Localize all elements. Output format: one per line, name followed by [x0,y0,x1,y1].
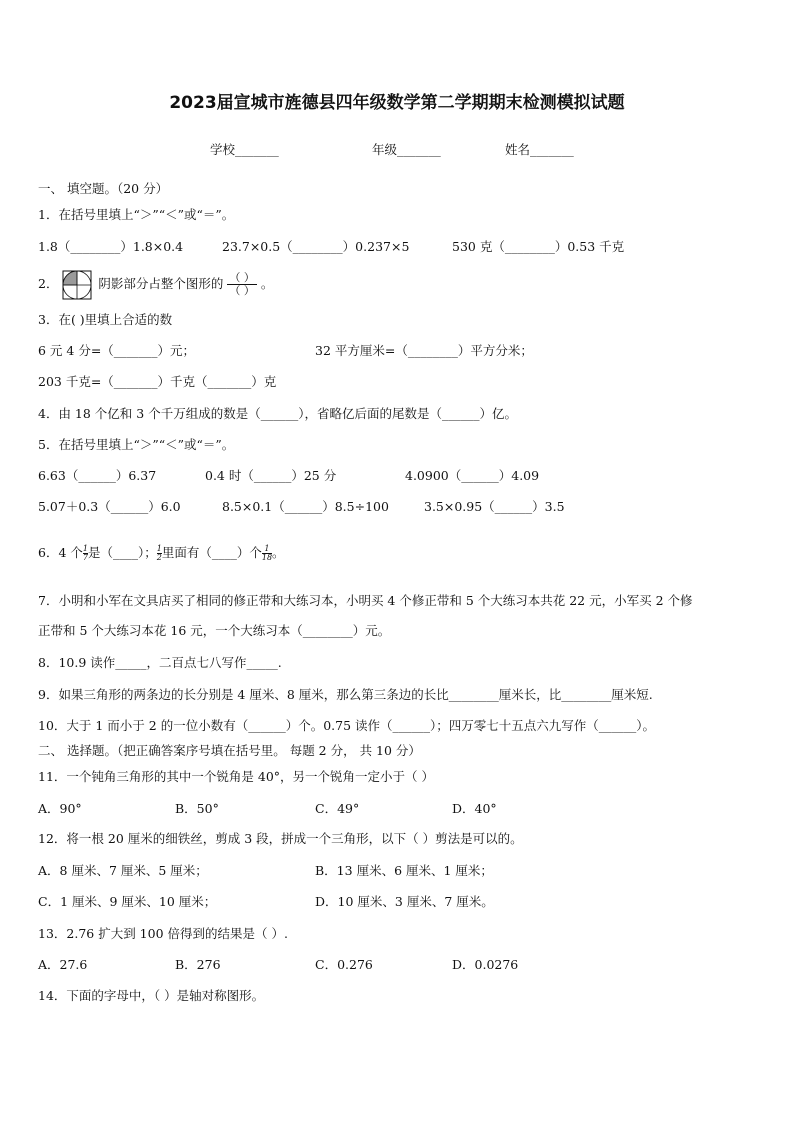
q12-stem: 12．将一根 20 厘米的细铁丝，剪成 3 段，拼成一个三角形，以下（ ）剪法是可以的。 [38,831,523,846]
section2-heading: 二、 选择题。（把正确答案序号填在括号里。 每题 2 分， 共 10 分） [38,743,421,758]
q11-option-d: D．40° [452,801,497,816]
q13-option-d: D．0.0276 [452,957,519,972]
school-field: 学校_______ [210,142,279,157]
q7-line2: 正带和 5 个大练习本花 16 元，一个大练习本（________）元。 [38,623,391,638]
q6 [38,540,285,566]
q11-option-b: B．50° [175,801,219,816]
q5-r1-b: 0.4 时（______）25 分 [205,468,337,483]
q1-b: 23.7×0.5（________）0.237×5 [222,239,410,254]
q6-part3: 里面有（____）个 [161,545,262,560]
q13-option-a: A．27.6 [38,957,88,972]
shaded-quarter-circle-figure [62,270,92,300]
q2 [38,268,273,300]
q6-fraction-2-denominator: 2 [156,553,162,562]
q13-option-b: B．276 [175,957,221,972]
q12-option-c: C．1 厘米、9 厘米、10 厘米； [38,894,217,909]
q5-r1-a: 6.63（______）6.37 [38,468,157,483]
q5-r2-a: 5.07＋0.3（______）6.0 [38,499,181,514]
q2-fraction [227,272,257,297]
q4: 4．由 18 个亿和 3 个千万组成的数是（______），省略亿后面的尾数是（______）亿。 [38,406,517,421]
q10: 10．大于 1 而小于 2 的一位小数有（______）个。0.75 读作（______）；四万零七十五点六九写作（______）。 [38,718,656,733]
name-field: 姓名_______ [505,142,574,157]
q2-suffix: 。 [260,276,274,291]
q6-fraction-1-numerator: 1 [82,544,88,553]
q1-c: 530 克（________）0.53 千克 [452,239,625,254]
q5-stem: 5．在括号里填上“＞”“＜”或“＝”。 [38,437,235,452]
q7-line1: 7．小明和小军在文具店买了相同的修正带和大练习本，小明买 4 个修正带和 5 个大练习本共花 22 元，小军买 2 个修 [38,593,693,608]
q2-fraction-denominator: （ ） [229,284,255,297]
q11-option-c: C．49° [315,801,360,816]
grade-field: 年级_______ [372,142,441,157]
q12-option-a: A．8 厘米、7 厘米、5 厘米； [38,863,208,878]
q5-r2-c: 3.5×0.95（______）3.5 [424,499,565,514]
q1-stem: 1．在括号里填上“＞”“＜”或“＝”。 [38,207,235,222]
q6-part4: 。 [272,545,285,560]
q6-part2: 是（____）； [87,545,157,560]
q3-stem: 3．在( )里填上合适的数 [38,312,173,327]
q13-option-c: C．0.276 [315,957,373,972]
q5-r1-c: 4.0900（______）4.09 [405,468,540,483]
q8: 8．10.9 读作_____，二百点七八写作_____. [38,655,282,670]
q6-fraction-3 [262,545,272,562]
q2-fraction-numerator: （ ） [229,271,255,284]
q2-number: 2． [38,276,59,291]
q6-fraction-2-numerator: 1 [156,544,162,553]
q6-fraction-1-denominator: 7 [82,553,88,562]
q12-option-d: D．10 厘米、3 厘米、7 厘米。 [315,894,494,909]
q3-a: 6 元 4 分=（_______）元； [38,343,196,358]
q13-stem: 13．2.76 扩大到 100 倍得到的结果是（ ）. [38,926,288,941]
q5-r2-b: 8.5×0.1（______）8.5÷100 [222,499,389,514]
q11-stem: 11．一个钝角三角形的其中一个锐角是 40°，另一个锐角一定小于（ ） [38,769,435,784]
q1-a: 1.8（________）1.8×0.4 [38,239,184,254]
q12-option-b: B．13 厘米、6 厘米、1 厘米； [315,863,493,878]
q11-option-a: A．90° [38,801,82,816]
q3-c: 203 千克=（_______）千克（_______）克 [38,374,277,389]
section1-heading: 一、 填空题。（20 分） [38,181,169,196]
q14: 14．下面的字母中，（ ）是轴对称图形。 [38,988,265,1003]
q3-b: 32 平方厘米=（________）平方分米； [315,343,533,358]
q6-fraction-3-denominator: 18 [261,553,273,562]
exam-title: 2023届宣城市旌德县四年级数学第二学期期末检测模拟试题 [169,93,625,113]
q2-text: 阴影部分占整个图形的 [98,276,224,291]
q6-fraction-3-numerator: 1 [262,545,272,554]
q9: 9．如果三角形的两条边的长分别是 4 厘米、8 厘米，那么第三条边的长比________厘米长，比________厘米短. [38,687,653,702]
q6-part1: 6．4 个 [38,545,83,560]
